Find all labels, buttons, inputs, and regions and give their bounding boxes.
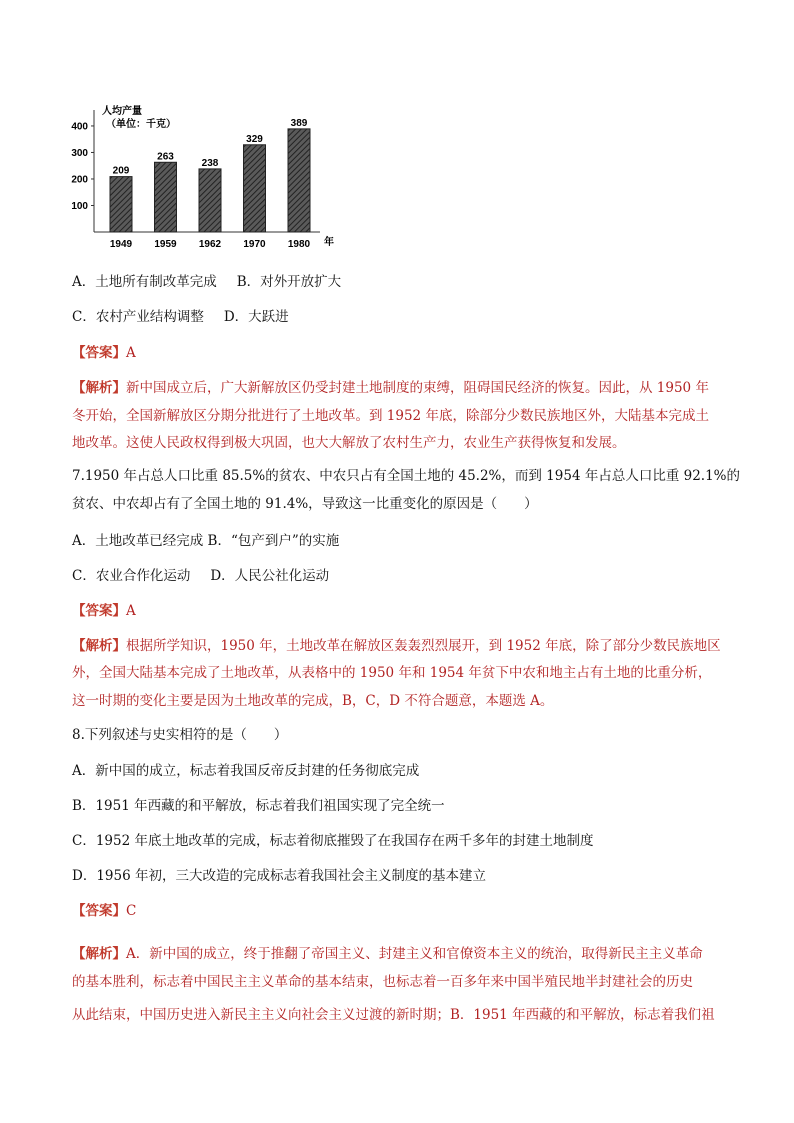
q7-options-row1[interactable]: A．土地改革已经完成 B．“包产到户”的实施 xyxy=(72,533,340,549)
y-tick-label: 400 xyxy=(71,121,88,133)
data-label: 209 xyxy=(112,165,130,177)
x-tick-label: 1970 xyxy=(243,239,266,250)
q7-answer xyxy=(72,601,136,621)
q8-option-a[interactable]: A．新中国的成立，标志着我国反帝反封建的任务彻底完成 xyxy=(72,763,420,779)
analysis-label: 【解析】 xyxy=(72,638,126,654)
answer-label: 【答案】 xyxy=(72,345,126,361)
q8-option-d[interactable]: D．1956 年初，三大改造的完成标志着我国社会主义制度的基本建立 xyxy=(72,868,486,884)
q6-analysis-line2: 冬开始，全国新解放区分期分批进行了土地改革。到 1952 年底，除部分少数民族地区外，大陆基本完成土 xyxy=(72,408,709,424)
x-tick-label: 1959 xyxy=(154,239,177,250)
x-axis-label: 年 xyxy=(324,237,334,248)
answer-label: 【答案】 xyxy=(72,903,126,919)
answer-value: A xyxy=(126,603,136,619)
q6-analysis-line1: 【解析】新中国成立后，广大新解放区仍受封建土地制度的束缚，阻碍国民经济的恢复。因此，从 1950 年 xyxy=(72,380,709,396)
q8-analysis-line1: 【解析】A．新中国的成立，终于推翻了帝国主义、封建主义和官僚资本主义的统治，取得新民主主义革命 xyxy=(72,946,703,962)
data-label: 238 xyxy=(201,157,219,169)
bar-chart xyxy=(58,100,358,260)
answer-label: 【答案】 xyxy=(72,603,126,619)
answer-value: A xyxy=(126,345,136,361)
q7-option-c[interactable]: C．农业合作化运动 xyxy=(72,568,191,584)
bar-1970 xyxy=(244,145,266,232)
q6-options-row2 xyxy=(72,307,289,327)
data-label: 389 xyxy=(290,117,308,129)
q7-options-row2 xyxy=(72,566,329,586)
data-label: 329 xyxy=(246,133,263,145)
q7-analysis-line2: 外，全国大陆基本完成了土地改革，从表格中的 1950 年和 1954 年贫下中农和地主占有土地的比重分析， xyxy=(72,665,712,681)
y-tick-label: 300 xyxy=(71,147,88,159)
x-tick-label: 1949 xyxy=(109,239,133,250)
data-label: 263 xyxy=(157,151,174,163)
q6-options-row1 xyxy=(72,272,341,292)
q8-analysis-line2: 的基本胜利，标志着中国民主主义革命的基本结束，也标志着一百多年来中国半殖民地半封建社会的历史 xyxy=(72,974,693,990)
q6-answer xyxy=(72,343,136,363)
q7-stem-line1: 7.1950 年占总人口比重 85.5%的贫农、中农只占有全国土地的 45.2%，而到 1954 年占总人口比重 92.1%的 xyxy=(72,468,740,484)
x-tick-label: 1980 xyxy=(287,239,311,250)
answer-value: C xyxy=(126,903,137,919)
y-tick-label: 200 xyxy=(71,174,88,186)
q6-analysis-line3: 地改革。这使人民政权得到极大巩固，也大大解放了农村生产力，农业生产获得恢复和发展。 xyxy=(72,435,626,451)
y-tick-label: 100 xyxy=(71,200,88,212)
bar-1949 xyxy=(110,177,132,232)
chart-unit: （单位：千克） xyxy=(106,119,176,130)
analysis-label: 【解析】 xyxy=(72,946,126,962)
bar-1980 xyxy=(288,129,310,232)
bar-1959 xyxy=(155,162,177,232)
q8-stem: 8.下列叙述与史实相符的是（ ） xyxy=(72,727,288,743)
q6-option-d[interactable]: D．大跃进 xyxy=(223,309,289,325)
q8-analysis-line3: 从此结束，中国历史进入新民主主义向社会主义过渡的新时期；B．1951 年西藏的和平解放，标志着我们祖 xyxy=(72,1007,715,1023)
chart-svg xyxy=(58,100,358,260)
x-tick-label: 1962 xyxy=(198,239,222,250)
q7-analysis-line1: 【解析】根据所学知识，1950 年，土地改革在解放区轰轰烈烈展开，到 1952 年底，除了部分少数民族地区 xyxy=(72,638,721,654)
q7-option-d[interactable]: D．人民公社化运动 xyxy=(210,568,330,584)
q8-option-c[interactable]: C．1952 年底土地改革的完成，标志着彻底摧毁了在我国存在两千多年的封建土地制度 xyxy=(72,833,594,849)
q8-option-b[interactable]: B．1951 年西藏的和平解放，标志着我们祖国实现了完全统一 xyxy=(72,798,445,814)
q8-answer xyxy=(72,901,136,921)
q6-option-c[interactable]: C．农村产业结构调整 xyxy=(72,309,204,325)
analysis-label: 【解析】 xyxy=(72,380,126,396)
q6-option-b[interactable]: B．对外开放扩大 xyxy=(236,274,342,290)
bar-1962 xyxy=(199,169,221,232)
q7-analysis-line3: 这一时期的变化主要是因为土地改革的完成，B，C，D 不符合题意，本题选 A。 xyxy=(72,693,554,709)
chart-title: 人均产量 xyxy=(102,106,142,117)
q7-stem-line2: 贫农、中农却占有了全国土地的 91.4%，导致这一比重变化的原因是（ ） xyxy=(72,496,538,512)
q6-option-a[interactable]: A．土地所有制改革完成 xyxy=(72,274,217,290)
